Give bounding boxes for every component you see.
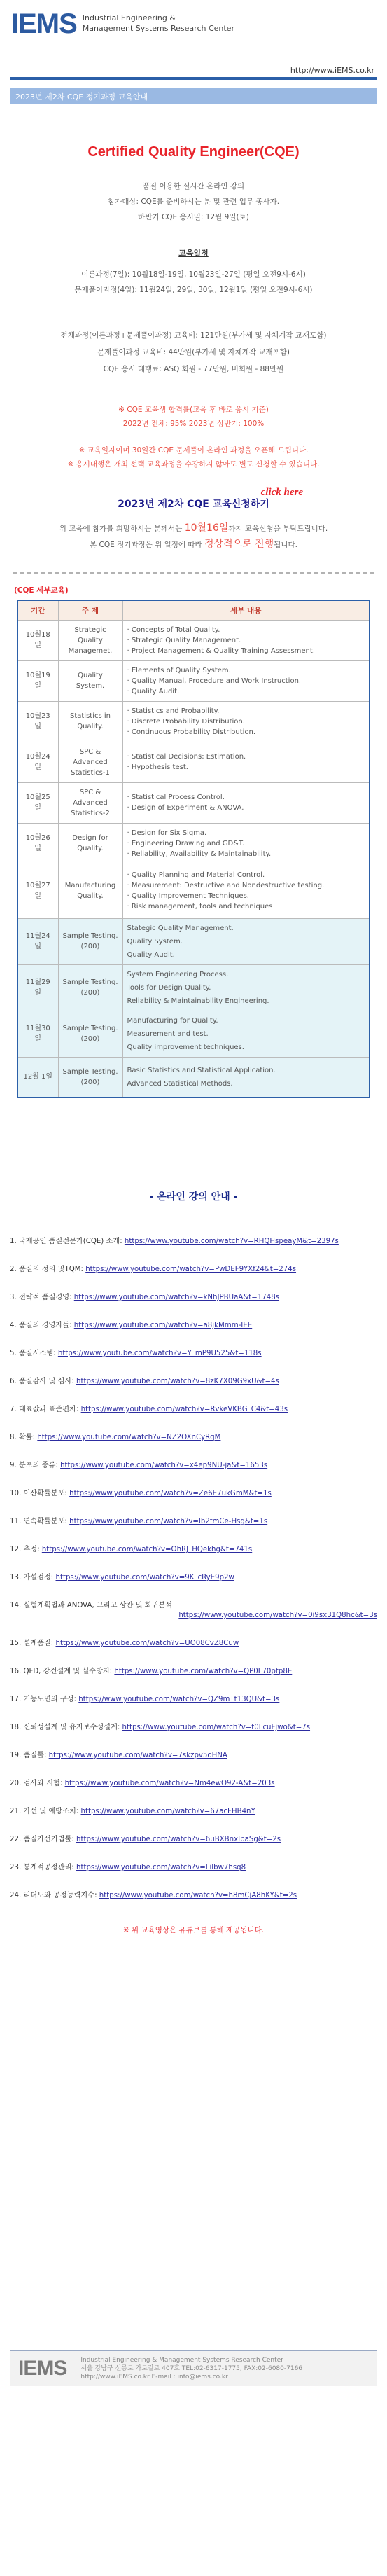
detail-item: · Reliability, Availability & Maintainability.: [127, 850, 272, 858]
link-list: [10, 1237, 377, 1901]
row-subject: Manufacturing Quality.: [58, 864, 122, 918]
row-period: 11월29일: [17, 964, 58, 1011]
schedule-line: 문제풀이과정(4일): 11월24일, 29일, 30일, 12월1일 (평일 오전9시-6시): [74, 286, 313, 294]
header-detail: 세부 내용: [122, 600, 370, 620]
detail-item: · Design of Experiment & ANOVA.: [127, 804, 244, 812]
video-link[interactable]: https://www.youtube.com/watch?v=Ib2fmCe-Hsg&t=1s: [69, 1518, 268, 1525]
video-link[interactable]: https://www.youtube.com/watch?v=OhRJ_HQekhg&t=741s: [41, 1546, 253, 1553]
row-period: 11월30일: [17, 1011, 58, 1057]
banner: 2023년 제2차 CQE 정기과정 교육안내: [10, 88, 377, 104]
table-body: [17, 620, 370, 1097]
link-label: 13. 가설검정:: [10, 1574, 54, 1581]
row-detail: [122, 964, 370, 1011]
video-link[interactable]: https://www.youtube.com/watch?v=QZ9mTt13QU&t=3s: [78, 1696, 280, 1703]
video-link[interactable]: https://www.youtube.com/watch?v=67acFHB4nY: [80, 1808, 255, 1815]
link-item: [10, 1779, 377, 1789]
table-row: [17, 660, 370, 701]
link-item: [10, 1489, 377, 1499]
row-subject: SPC & Advanced Statistics-1: [58, 742, 122, 782]
footnote: ※ 위 교육영상은 유튜브를 통해 제공됩니다.: [122, 1926, 265, 1934]
detail-item: · Quality Manual, Procedure and Work Instruction.: [127, 677, 302, 685]
logo-text: [83, 13, 234, 34]
link-item: [10, 1461, 377, 1471]
pass-rate-title: ※ CQE 교육생 합격률(교육 후 바로 응시 기준): [118, 406, 269, 414]
row-detail: [122, 1011, 370, 1057]
link-label: 9. 분포의 종류:: [10, 1462, 58, 1469]
table-row: [17, 1057, 370, 1097]
cta-line2: [14, 536, 373, 553]
table-row: [17, 620, 370, 660]
online-title: - 온라인 강의 안내 -: [149, 1191, 238, 1203]
video-link[interactable]: https://www.youtube.com/watch?v=Ze6E7ukGmM&t=1s: [69, 1490, 272, 1497]
note-line: ※ 응시대행은 개최 선택 교육과정을 수강하지 않아도 별도 신청할 수 있습니다.: [67, 460, 320, 469]
link-item: [10, 1265, 377, 1275]
table-header-row: [17, 600, 370, 620]
link-item: [10, 1863, 377, 1873]
link-label: 18. 신뢰성설계 및 유지보수성설계:: [10, 1724, 120, 1731]
intro-line: 하반기 CQE 응시일: 12월 9일(토): [138, 213, 249, 221]
cta-line1-tail: 까지 교육신청을 부탁드립니다.: [228, 525, 328, 533]
table-label: (CQE 세부교육): [14, 586, 69, 595]
intro: [14, 179, 373, 225]
video-link[interactable]: https://www.youtube.com/watch?v=UO08CvZ8Cuw: [55, 1640, 239, 1647]
curriculum-table: [17, 600, 370, 1098]
row-subject: Sample Testing. (200): [58, 964, 122, 1011]
link-item: [10, 1639, 377, 1649]
row-period: 11월24일: [17, 918, 58, 964]
link-label: 11. 연속확률분포:: [10, 1518, 67, 1525]
detail-item: · Elements of Quality System.: [127, 666, 231, 674]
header-period: 기간: [17, 600, 58, 620]
pass-rate: [14, 403, 373, 431]
content: [0, 144, 387, 553]
divider: [13, 572, 374, 574]
link-item: [10, 1517, 377, 1527]
row-detail: [122, 701, 370, 742]
video-link[interactable]: https://www.youtube.com/watch?v=RHQHspeayM&t=2397s: [124, 1238, 339, 1245]
link-item: [10, 1433, 377, 1443]
link-label: 10. 이산확률분포:: [10, 1490, 67, 1497]
intro-line: 참가대상: CQE를 준비하시는 분 및 관련 업무 종사자.: [107, 198, 280, 206]
fee-line: CQE 응시 대행료: ASQ 회원 - 77만원, 비회원 - 88만원: [103, 365, 284, 373]
footer: [10, 2350, 377, 2386]
video-link[interactable]: https://www.youtube.com/watch?v=9K_cRyE9p2w: [55, 1574, 234, 1581]
detail-item: Measurement and test.: [127, 1030, 209, 1038]
row-detail: [122, 660, 370, 701]
detail-item: · Strategic Quality Management.: [127, 636, 241, 644]
cta-line2-tail: 됩니다.: [274, 541, 297, 549]
table-row: [17, 742, 370, 782]
logo[interactable]: [11, 10, 376, 38]
row-period: 10월27일: [17, 864, 58, 918]
detail-item: Reliability & Maintainability Engineering.: [127, 997, 269, 1005]
detail-item: Basic Statistics and Statistical Application.: [127, 1066, 276, 1074]
link-label: 4. 품질의 경영자들:: [10, 1322, 72, 1329]
cta-highlight: 정상적으로 진행: [204, 539, 274, 550]
site-url[interactable]: http://www.iEMS.co.kr: [290, 66, 374, 75]
cta-title[interactable]: 2023년 제2차 CQE 교육신청하기: [118, 499, 269, 510]
video-link[interactable]: https://www.youtube.com/watch?v=Nm4ewO92-A&t=203s: [64, 1780, 275, 1787]
row-subject: Design for Quality.: [58, 823, 122, 864]
link-item: [10, 1723, 377, 1733]
table-row: [17, 964, 370, 1011]
detail-item: · Risk management, tools and techniques: [127, 903, 273, 910]
link-label: 21. 가선 및 예방조치:: [10, 1808, 79, 1815]
video-link[interactable]: https://www.youtube.com/watch?v=QP0L70ptp8E: [114, 1668, 293, 1675]
row-period: 12월 1일: [17, 1057, 58, 1097]
video-link[interactable]: https://www.youtube.com/watch?v=RvkeVKBG_C4&t=43s: [80, 1406, 288, 1413]
link-item: [10, 1237, 377, 1247]
header-subject: 주 제: [58, 600, 122, 620]
detail-item: Advanced Statistical Methods.: [127, 1079, 233, 1088]
video-link[interactable]: https://www.youtube.com/watch?v=h8mCjA8hKY&t=2s: [99, 1892, 297, 1899]
detail-item: · Discrete Probability Distribution.: [127, 717, 245, 726]
link-item: [10, 1835, 377, 1845]
detail-item: Quality improvement techniques.: [127, 1043, 244, 1051]
detail-item: System Engineering Process.: [127, 970, 229, 978]
video-link[interactable]: https://www.youtube.com/watch?v=a8jkMmm-IEE: [73, 1322, 253, 1329]
video-link[interactable]: https://www.youtube.com/watch?v=8zK7X09G9xU&t=4s: [76, 1378, 279, 1385]
detail-item: · Statistical Process Control.: [127, 794, 225, 801]
link-item: [10, 1601, 377, 1621]
cta: [14, 487, 373, 553]
detail-item: · Statistics and Probability.: [127, 707, 220, 715]
video-link[interactable]: https://www.youtube.com/watch?v=Lilbw7hsq8: [76, 1864, 246, 1871]
link-item: [10, 1667, 377, 1677]
footer-line: Industrial Engineering & Management Systems Research Center: [80, 2357, 283, 2364]
link-label: 15. 설계품질:: [10, 1640, 54, 1647]
video-link[interactable]: https://www.youtube.com/watch?v=kNhJPBUaA&t=1748s: [73, 1294, 280, 1301]
link-label: 23. 통계적공정관리:: [10, 1864, 74, 1871]
row-detail: [122, 864, 370, 918]
video-link[interactable]: https://www.youtube.com/watch?v=7skzpv5oHNA: [48, 1752, 227, 1759]
link-item: [10, 1405, 377, 1415]
video-link[interactable]: https://www.youtube.com/watch?v=PwDEF9YXf24&t=274s: [85, 1266, 297, 1273]
link-item: [10, 1349, 377, 1359]
row-subject: Sample Testing. (200): [58, 918, 122, 964]
link-label: 20. 검사와 시험:: [10, 1780, 63, 1787]
cta-text: [14, 520, 373, 553]
click-here-button[interactable]: click here: [260, 487, 303, 498]
row-detail: [122, 742, 370, 782]
schedule-line: 이론과정(7일): 10월18일-19일, 10월23일-27일 (평일 오전9시-6시): [81, 270, 306, 279]
row-period: 10월23일: [17, 701, 58, 742]
row-detail: [122, 782, 370, 823]
schedule: [14, 267, 373, 298]
detail-item: Manufacturing for Quality.: [127, 1016, 218, 1025]
video-link[interactable]: https://www.youtube.com/watch?v=Y_mP9U525&t=118s: [57, 1350, 262, 1357]
cta-line1: [14, 520, 373, 536]
video-link[interactable]: https://www.youtube.com/watch?v=0i9sx31Q8hc&t=3s: [178, 1612, 377, 1619]
link-label: 8. 확률:: [10, 1434, 36, 1441]
link-label: 1. 국제공인 품질전문가(CQE) 소개:: [10, 1238, 122, 1245]
row-subject: Strategic Quality Managemet.: [58, 620, 122, 660]
detail-item: Quality System.: [127, 937, 183, 946]
schedule-heading: 교육일정: [178, 249, 209, 258]
cta-line2-text: 본 CQE 정기과정은 위 일정에 따라: [90, 541, 202, 549]
fee-line: 전체과정(이론과정+문제풀이과정) 교육비: 121만원(부가세 및 자체계작 교재포함): [60, 331, 327, 340]
detail-item: · Engineering Drawing and GD&T.: [127, 839, 245, 847]
detail-item: · Continuous Probability Distribution.: [127, 728, 256, 736]
intro-line: 품질 이용한 실시간 온라인 강의: [142, 182, 245, 191]
link-label: 7. 대표값과 표준편차:: [10, 1406, 79, 1413]
link-item: [10, 1695, 377, 1705]
row-subject: Quality System.: [58, 660, 122, 701]
table-row: [17, 823, 370, 864]
link-label: 24. 리더도와 공정능력지수:: [10, 1892, 97, 1899]
link-label: 17. 기능도면의 구성:: [10, 1696, 76, 1703]
row-subject: SPC & Advanced Statistics-2: [58, 782, 122, 823]
fees: [14, 327, 373, 378]
video-link[interactable]: https://www.youtube.com/watch?v=6uBXBnxIbaSg&t=2s: [76, 1836, 281, 1843]
row-period: 10월25일: [17, 782, 58, 823]
notes: [14, 443, 373, 471]
footer-info: [80, 2356, 302, 2381]
link-item: [10, 1807, 377, 1817]
detail-item: · Project Management & Quality Training Assessment.: [127, 646, 315, 655]
row-detail: [122, 918, 370, 964]
row-subject: Sample Testing. (200): [58, 1011, 122, 1057]
footer-line: http://www.iEMS.co.kr E-mail : info@iems.co.kr: [80, 2374, 228, 2381]
row-period: 10월18일: [17, 620, 58, 660]
row-subject: Statistics in Quality.: [58, 701, 122, 742]
row-subject: Sample Testing. (200): [58, 1057, 122, 1097]
link-label: 5. 품질시스템:: [10, 1350, 56, 1357]
cta-line1-text: 위 교육에 참가를 희망하시는 분께서는: [59, 525, 183, 533]
pass-rate-values: 2022년 전체: 95% 2023년 상반기: 100%: [122, 420, 265, 428]
detail-item: · Quality Planning and Material Control.: [127, 871, 265, 879]
link-label: 2. 품질의 정의 및TQM:: [10, 1266, 83, 1273]
link-label: 6. 품질감사 및 심사:: [10, 1378, 74, 1385]
video-link[interactable]: https://www.youtube.com/watch?v=x4ep9NU-ja&t=1653s: [60, 1462, 268, 1469]
detail-item: Quality Audit.: [127, 950, 175, 959]
header-strip: [10, 77, 377, 80]
video-link[interactable]: https://www.youtube.com/watch?v=t0LcuFjwo&t=7s: [122, 1724, 311, 1731]
link-label: 3. 전략적 품질경영:: [10, 1294, 72, 1301]
link-item: [10, 1573, 377, 1583]
footer-line: 서울 강남구 선릉로 가로길로 407호 TEL:02-6317-1775, FAX:02-6080-7166: [80, 2365, 303, 2372]
table-row: [17, 864, 370, 918]
detail-item: · Hypothesis test.: [127, 763, 188, 771]
video-link[interactable]: https://www.youtube.com/watch?v=NZ2OXnCyRqM: [37, 1434, 221, 1441]
detail-item: Tools for Design Quality.: [127, 983, 211, 992]
link-label: 19. 품질툴:: [10, 1752, 47, 1759]
org-line1: Industrial Engineering &: [82, 13, 176, 23]
detail-item: · Measurement: Destructive and Nondestructive testing.: [127, 882, 325, 889]
link-item: [10, 1293, 377, 1303]
row-detail: [122, 1057, 370, 1097]
link-item: [10, 1321, 377, 1331]
detail-item: · Statistical Decisions: Estimation.: [127, 753, 246, 761]
detail-item: · Concepts of Total Quality.: [127, 625, 220, 634]
deadline: 10월16일: [184, 522, 229, 534]
link-item: [10, 1545, 377, 1555]
row-detail: [122, 620, 370, 660]
fee-line: 문제풀이과정 교육비: 44만원(부가세 및 자체계작 교재포함): [97, 348, 290, 356]
footer-logo: IEMS: [18, 2357, 67, 2380]
row-period: 10월19일: [17, 660, 58, 701]
org-line2: Management Systems Research Center: [82, 24, 234, 33]
table-row: [17, 701, 370, 742]
detail-item: · Quality Improvement Techniques.: [127, 892, 249, 900]
note-line: ※ 교육일자이며 30일간 CQE 문제풀이 온라인 과정을 오픈해 드립니다.: [78, 446, 309, 455]
link-label: 22. 품질가선기법툴:: [10, 1836, 74, 1843]
link-item: [10, 1751, 377, 1761]
link-label: 12. 추정:: [10, 1546, 40, 1553]
table-row: [17, 918, 370, 964]
link-label: 14. 실험계획법과 ANOVA, 그리고 상관 및 회귀분석: [10, 1602, 173, 1609]
table-row: [17, 1011, 370, 1057]
row-period: 10월26일: [17, 823, 58, 864]
row-detail: [122, 823, 370, 864]
detail-item: · Design for Six Sigma.: [127, 829, 207, 837]
link-item: [10, 1377, 377, 1387]
detail-item: Stategic Quality Management.: [127, 924, 234, 932]
link-item: [10, 1891, 377, 1901]
link-label: 16. QFD, 강건설계 및 실수방지:: [10, 1668, 113, 1675]
header: [0, 0, 387, 84]
logo-mark: IEMS: [11, 8, 77, 39]
row-period: 10월24일: [17, 742, 58, 782]
main-title: Certified Quality Engineer(CQE): [87, 144, 300, 160]
table-row: [17, 782, 370, 823]
detail-item: · Quality Audit.: [127, 687, 180, 695]
